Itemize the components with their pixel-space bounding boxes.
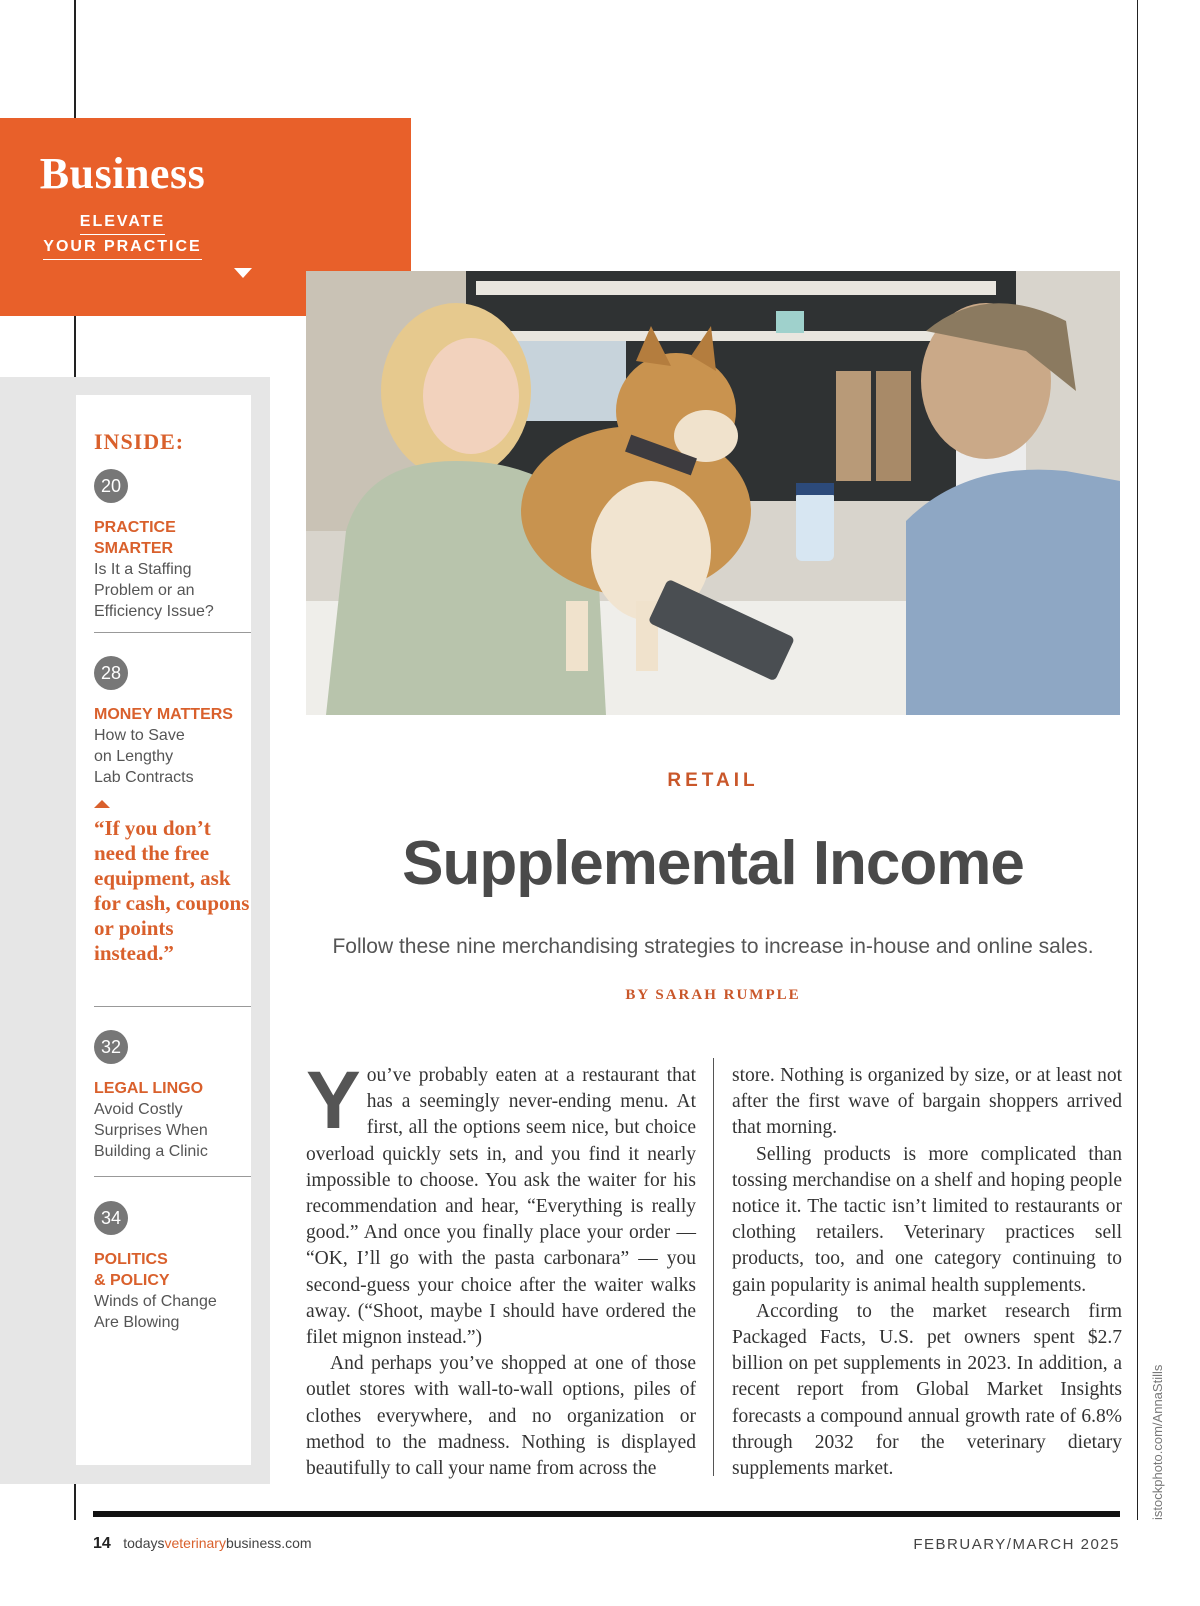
folio [93, 1535, 312, 1553]
toc-category: MONEY MATTERS [94, 706, 233, 723]
toc-category: POLITICS & POLICY [94, 1251, 170, 1289]
toc-item-money-matters[interactable] [94, 656, 254, 788]
footer-rule [93, 1511, 1120, 1517]
drop-cap: Y [306, 1055, 361, 1146]
page-number: 14 [93, 1535, 111, 1552]
article-dek: Follow these nine merchandising strategies to increase in-house and online sales. [332, 935, 1094, 958]
pull-quote: “If you don’t need the free equipment, ask for cash, coupons or points instead.” [94, 816, 250, 965]
down-arrow-icon [234, 268, 252, 278]
body-paragraph: Selling products is more complicated than tossing merchandise on a shelf and hoping people notice it. The tactic isn’t limited to restaurants or clothing retailers. Veterinary practices sell products, too, and one category continuing to gain popularity is animal health supplements. [732, 1143, 1122, 1296]
page-number-badge: 34 [94, 1201, 128, 1235]
section-subtitle-line1: ELEVATE [80, 210, 165, 235]
toc-item-practice-smarter[interactable] [94, 469, 254, 622]
article-byline: BY SARAH RUMPLE [625, 987, 801, 1003]
right-margin-rule [1137, 0, 1138, 1520]
toc-divider [94, 1176, 251, 1177]
toc-divider [94, 632, 251, 633]
page-number-badge: 32 [94, 1030, 128, 1064]
toc-item-politics-policy[interactable] [94, 1201, 254, 1333]
toc-description: How to Save on Lengthy Lab Contracts [94, 727, 194, 786]
photo-credit: istockphoto.com/AnnaStills [1150, 1364, 1165, 1520]
article-kicker: RETAIL [667, 770, 759, 791]
inside-label: INSIDE: [94, 429, 185, 454]
page-number-badge: 20 [94, 469, 128, 503]
toc-description: Is It a Staffing Problem or an Efficiency Issue? [94, 561, 214, 620]
body-paragraph: And perhaps you’ve shopped at one of those outlet stores with wall-to-wall options, piles of clothes everywhere, and no organization or method to the madness. Nothing is displayed beautifully to call your name from across the [306, 1353, 696, 1480]
section-subtitle-line2: YOUR PRACTICE [43, 235, 201, 260]
issue-date: FEBRUARY/MARCH 2025 [913, 1536, 1120, 1553]
body-paragraph: You’ve probably eaten at a restaurant that has a seemingly never-ending menu. At first, all the options seem nice, but choice overload quickly sets in, and you find it nearly impossible to choose. You ask the waiter for his recommendation and hear, “Everything is really good.” And once you finally place your order — “OK, I’ll go with the pasta carbonara” — you second-guess your choice after the waiter walks away. (“Shoot, maybe I should have ordered the filet mignon instead.”) [306, 1055, 696, 1349]
body-column-right [732, 1063, 1122, 1482]
body-column-left [306, 1055, 696, 1482]
section-subtitle[interactable] [0, 210, 245, 260]
toc-category: LEGAL LINGO [94, 1080, 204, 1097]
toc-divider [94, 1006, 251, 1007]
body-paragraph: store. Nothing is organized by size, or at least not after the first wave of bargain shoppers arrived that morning. [732, 1065, 1122, 1139]
toc-category: PRACTICE SMARTER [94, 519, 176, 557]
site-url[interactable]: todaysveterinarybusiness.com [123, 1535, 312, 1551]
section-title: Business [39, 149, 206, 198]
body-paragraph: According to the market research firm Packaged Facts, U.S. pet owners spent $2.7 billion on pet supplements in 2023. In addition, a recent report from Global Market Insights forecasts a compound annual growth rate of 6.8% through 2032 for the veterinary dietary supplements market. [732, 1300, 1122, 1480]
toc-description: Avoid Costly Surprises When Building a Clinic [94, 1101, 208, 1160]
article-photo [306, 271, 1120, 715]
toc-description: Winds of Change Are Blowing [94, 1293, 217, 1331]
article-headline: Supplemental Income [402, 829, 1024, 898]
up-arrow-icon [94, 800, 110, 808]
page-number-badge: 28 [94, 656, 128, 690]
column-divider [713, 1058, 714, 1476]
inside-sidebar [76, 395, 251, 1465]
toc-item-legal-lingo[interactable] [94, 1030, 254, 1162]
